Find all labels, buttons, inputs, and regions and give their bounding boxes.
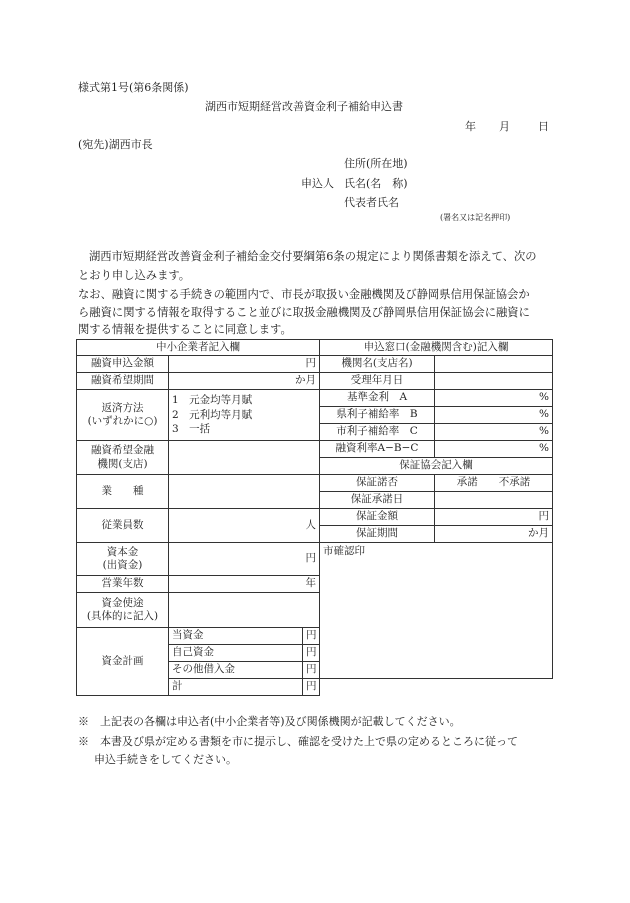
repay-method-text: 返済方法: [101, 401, 144, 414]
base-rate-field[interactable]: [435, 390, 553, 407]
pref-rate-label: 県利子補給率 B: [320, 407, 435, 424]
name-label: 氏名(名 称): [344, 177, 408, 190]
persons-unit: 人: [305, 518, 316, 531]
guarantee-date-field[interactable]: [435, 492, 553, 509]
body-line: とおり申し込みます。: [78, 269, 191, 282]
percent-unit: %: [539, 442, 550, 455]
sme-section-header: 中小企業者記入欄: [77, 340, 320, 356]
applicant-label: 申込人: [301, 177, 334, 190]
desired-bank-field[interactable]: [169, 441, 320, 475]
plan-item-label: その他借入金: [169, 662, 303, 679]
capital-text: 資本金: [106, 545, 139, 558]
city-seal-box[interactable]: [320, 543, 553, 679]
guarantee-section-header: 保証協会記入欄: [320, 458, 553, 475]
net-rate-field[interactable]: [435, 441, 553, 458]
note-2: ※ 本書及び県が定める書類を市に提示し、確認を受けた上で県の定めるところに従って: [78, 735, 518, 748]
plan-item-unit: 円: [303, 679, 320, 696]
city-rate-field[interactable]: [435, 424, 553, 441]
plan-item-unit: 円: [303, 628, 320, 645]
guarantee-decision-label: 保証諾否: [320, 475, 435, 492]
loan-amount-label: 融資申込金額: [77, 356, 169, 373]
repay-method-hint: (いずれかに○): [87, 415, 158, 427]
loan-period-field[interactable]: [169, 373, 320, 390]
fund-use-text: 資金使途: [101, 596, 144, 609]
reject-option[interactable]: 不承諾: [498, 476, 531, 489]
yen-unit: 円: [305, 552, 316, 565]
plan-item-label: 自己資金: [169, 645, 303, 662]
employees-field[interactable]: [169, 509, 320, 543]
plan-item-label: 計: [169, 679, 303, 696]
loan-amount-field[interactable]: [169, 356, 320, 373]
months-unit: か月: [295, 374, 316, 387]
addressee: (宛先)湖西市長: [78, 138, 153, 151]
years-unit: 年: [305, 577, 316, 590]
employees-label: 従業員数: [77, 509, 169, 543]
city-rate-label: 市利子補給率 C: [320, 424, 435, 441]
percent-unit: %: [539, 408, 550, 421]
repay-method-label: [77, 390, 169, 441]
repay-option-3[interactable]: 3 一括: [172, 423, 211, 436]
address-label: 住所(所在地): [344, 157, 408, 170]
desired-bank-text-2: 機関(支店): [97, 457, 148, 470]
form-number: 様式第1号(第6条関係): [78, 81, 189, 94]
date-year-label: 年: [465, 120, 476, 133]
yen-unit: 円: [538, 510, 550, 523]
months-unit: か月: [528, 527, 550, 540]
yen-unit: 円: [305, 357, 316, 370]
repay-option-1[interactable]: 1 元金均等月賦: [172, 394, 253, 406]
guarantee-amount-field[interactable]: [435, 509, 553, 526]
body-line: 湖西市短期経営改善資金利子補給金交付要綱第6条の規定により関係書類を添えて、次の: [89, 250, 537, 263]
representative-label: 代表者氏名: [344, 196, 399, 209]
window-section-header: 申込窓口(金融機関含む)記入欄: [320, 340, 553, 356]
form-title: 湖西市短期経営改善資金利子補給申込書: [205, 100, 403, 113]
body-line: ら融資に関する情報を取得すること並びに取扱金融機関及び静岡県信用保証協会に融資に: [78, 306, 530, 319]
repay-option-2[interactable]: 2 元利均等月賦: [172, 408, 253, 421]
approve-option[interactable]: 承諾: [456, 476, 478, 489]
business-years-label: 営業年数: [77, 576, 169, 593]
plan-item-unit: 円: [303, 662, 320, 679]
percent-unit: %: [539, 391, 550, 404]
note-2-cont: 申込手続きをしてください。: [94, 753, 237, 766]
capital-label: [77, 543, 169, 576]
guarantee-period-field[interactable]: [435, 526, 553, 543]
pref-rate-field[interactable]: [435, 407, 553, 424]
guarantee-amount-label: 保証金額: [320, 509, 435, 526]
seal-note: (署名又は記名押印): [440, 213, 511, 222]
body-line: 関する情報を提供することに同意します。: [78, 323, 292, 336]
body-line: なお、融資に関する手続きの範囲内で、市長が取扱い金融機関及び静岡県信用保証協会か: [78, 288, 530, 301]
desired-bank-text: 融資希望金融: [91, 444, 154, 457]
capital-text-2: (出資金): [102, 559, 143, 571]
industry-label: 業 種: [77, 475, 169, 509]
capital-field[interactable]: [169, 543, 320, 576]
repay-options[interactable]: [169, 390, 320, 441]
date-month-label: 月: [499, 120, 510, 133]
note-1: ※ 上記表の各欄は申込者(中小企業者等)及び関係機関が記載してください。: [78, 715, 461, 728]
guarantee-decision-field[interactable]: [435, 475, 553, 492]
accept-date-label: 受理年月日: [320, 373, 435, 390]
bank-name-label: 機関名(支店名): [320, 356, 435, 373]
percent-unit: %: [539, 425, 550, 438]
loan-period-label: 融資希望期間: [77, 373, 169, 390]
fund-use-field[interactable]: [169, 593, 320, 628]
business-years-field[interactable]: [169, 576, 320, 593]
fund-use-text-2: (具体的に記入): [86, 610, 159, 622]
plan-item-label: 当資金: [169, 628, 303, 645]
net-rate-label: 融資利率A−B−C: [320, 441, 435, 458]
guarantee-date-label: 保証承諾日: [320, 492, 435, 509]
base-rate-label: 基準金利 A: [320, 390, 435, 407]
plan-item-unit: 円: [303, 645, 320, 662]
application-table: [76, 339, 553, 696]
date-day-label: 日: [538, 120, 549, 133]
accept-date-field[interactable]: [435, 373, 553, 390]
city-seal-label: 市確認印: [323, 545, 365, 557]
fund-plan-label: 資金計画: [77, 628, 169, 696]
desired-bank-label: [77, 441, 169, 475]
industry-field[interactable]: [169, 475, 320, 509]
guarantee-period-label: 保証期間: [320, 526, 435, 543]
bank-name-field[interactable]: [435, 356, 553, 373]
fund-use-label: [77, 593, 169, 628]
